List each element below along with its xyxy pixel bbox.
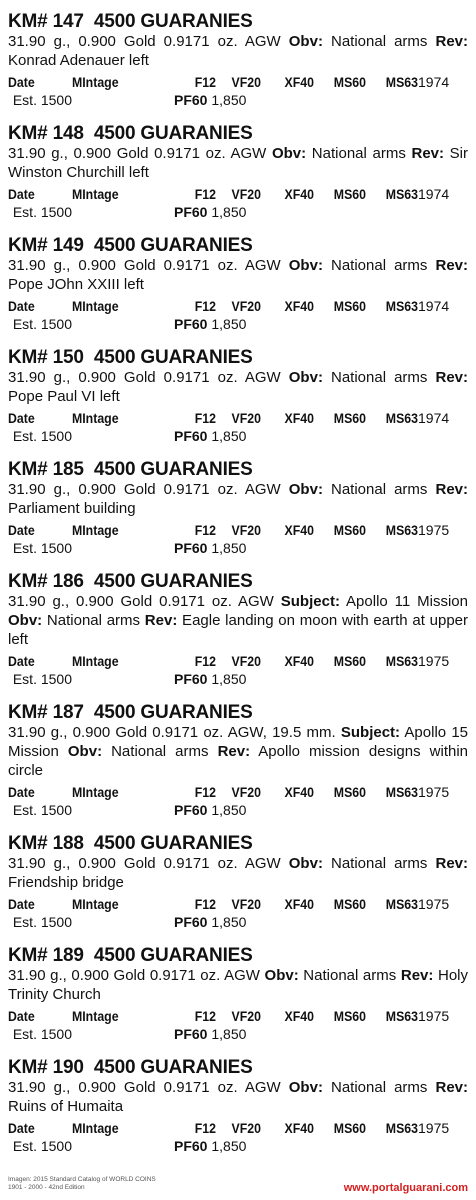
price-table xyxy=(8,652,468,688)
description-text: National arms xyxy=(298,967,401,984)
proof-price-value: 1,850 xyxy=(211,316,247,332)
price-table xyxy=(8,1007,468,1043)
column-header: XF40 xyxy=(284,653,314,669)
column-header: Date xyxy=(8,896,35,912)
column-header: XF40 xyxy=(284,298,314,314)
description-text: Apollo 15 Mission xyxy=(8,724,469,760)
column-header: VF20 xyxy=(231,896,261,912)
description-field-label: Rev: xyxy=(435,855,469,872)
entry-title: KM# 185 4500 GUARANIES xyxy=(8,459,253,480)
description-field-label: Obv: xyxy=(264,967,299,984)
description-text: 31.90 g., 0.900 Gold 0.9171 oz. AGW xyxy=(8,257,289,274)
proof-grade-label: PF60 xyxy=(174,316,208,332)
column-header: XF40 xyxy=(284,186,314,202)
proof-grade-label: PF60 xyxy=(174,92,208,108)
column-header: F12 xyxy=(194,1008,216,1024)
price-table xyxy=(8,521,468,557)
proof-grade-label: PF60 xyxy=(174,540,208,556)
column-header: MS63 xyxy=(385,298,418,314)
proof-price-cell xyxy=(166,427,314,445)
entry-description xyxy=(8,1078,468,1116)
description-field-label: Rev: xyxy=(217,743,251,760)
column-header: MS63 xyxy=(385,410,418,426)
entry-title: KM# 150 4500 GUARANIES xyxy=(8,347,253,368)
proof-price-cell xyxy=(166,203,314,221)
description-text: 31.90 g., 0.900 Gold 0.9171 oz. AGW xyxy=(8,145,272,162)
column-header: Date xyxy=(8,298,35,314)
catalog-entry xyxy=(8,236,468,333)
column-header: Date xyxy=(8,186,35,202)
column-header: F12 xyxy=(194,298,216,314)
column-header: MIntage xyxy=(72,186,119,202)
column-header: MIntage xyxy=(72,298,119,314)
date-cell: 1975 xyxy=(418,784,450,800)
description-field-label: Obv: xyxy=(271,145,307,162)
date-cell: 1975 xyxy=(418,1008,450,1024)
entry-title: KM# 189 4500 GUARANIES xyxy=(8,945,253,966)
column-header: VF20 xyxy=(231,298,261,314)
column-header: VF20 xyxy=(231,410,261,426)
entry-title: KM# 188 4500 GUARANIES xyxy=(8,833,253,854)
price-table xyxy=(8,297,468,333)
proof-price-cell xyxy=(166,801,314,819)
column-header: Date xyxy=(8,522,35,538)
column-header: Date xyxy=(8,1008,35,1024)
description-field-label: Rev: xyxy=(435,481,469,498)
description-field-label: Obv: xyxy=(288,481,323,498)
description-text: 31.90 g., 0.900 Gold 0.9171 oz. AGW xyxy=(8,855,289,872)
description-field-label: Rev: xyxy=(435,33,469,50)
entry-description xyxy=(8,256,468,294)
proof-grade-label: PF60 xyxy=(174,1026,208,1042)
catalog-entry xyxy=(8,124,468,221)
column-header: Date xyxy=(8,784,35,800)
price-table xyxy=(8,73,468,109)
source-credit-line: 1901 - 2000 - 42nd Edition xyxy=(8,1184,85,1191)
entry-description xyxy=(8,480,468,518)
column-header: XF40 xyxy=(284,896,314,912)
proof-price-cell xyxy=(166,539,314,557)
price-table xyxy=(8,409,468,445)
description-field-label: Rev: xyxy=(144,612,178,629)
site-link[interactable]: www.portalguarani.com xyxy=(343,1182,468,1194)
column-header: XF40 xyxy=(284,522,314,538)
mintage-cell: Est. 1500 xyxy=(12,204,72,220)
column-header: MS60 xyxy=(333,522,366,538)
column-header: MIntage xyxy=(72,74,119,90)
column-header: MS60 xyxy=(333,1120,366,1136)
catalog-entry xyxy=(8,572,468,688)
date-cell: 1975 xyxy=(418,653,450,669)
column-header: Date xyxy=(8,1120,35,1136)
description-text: Apollo 11 Mission xyxy=(339,593,468,610)
description-text: Parliament building xyxy=(8,500,136,517)
column-header: VF20 xyxy=(231,1008,261,1024)
source-credit xyxy=(8,1176,156,1192)
entry-description xyxy=(8,854,468,892)
description-text: 31.90 g., 0.900 Gold 0.9171 oz. AGW xyxy=(8,967,265,984)
description-text: Pope JOhn XXIII left xyxy=(8,276,144,293)
mintage-cell: Est. 1500 xyxy=(12,1138,72,1154)
column-header: MS63 xyxy=(385,784,418,800)
proof-price-value: 1,850 xyxy=(211,204,247,220)
description-text: Pope Paul VI left xyxy=(8,388,120,405)
description-text: National arms xyxy=(322,855,436,872)
proof-price-cell xyxy=(166,1025,314,1043)
proof-price-value: 1,850 xyxy=(211,92,247,108)
description-field-label: Obv: xyxy=(288,1079,323,1096)
column-header: MIntage xyxy=(72,896,119,912)
description-field-label: Obv: xyxy=(67,743,103,760)
column-header: F12 xyxy=(194,410,216,426)
description-text: National arms xyxy=(322,481,436,498)
column-header: MS63 xyxy=(385,1008,418,1024)
catalog-entry-list xyxy=(8,12,468,1170)
mintage-cell: Est. 1500 xyxy=(12,914,72,930)
column-header: VF20 xyxy=(231,1120,261,1136)
column-header: MS60 xyxy=(333,186,366,202)
column-header: MS60 xyxy=(333,410,366,426)
date-cell: 1975 xyxy=(418,896,450,912)
description-text: 31.90 g., 0.900 Gold 0.9171 oz. AGW xyxy=(8,369,289,386)
description-text: National arms xyxy=(322,33,436,50)
date-cell: 1974 xyxy=(418,410,450,426)
column-header: MS60 xyxy=(333,784,366,800)
description-text: Konrad Adenauer left xyxy=(8,52,149,69)
column-header: MS60 xyxy=(333,74,366,90)
description-field-label: Subject: xyxy=(340,724,401,741)
column-header: VF20 xyxy=(231,784,261,800)
column-header: MS63 xyxy=(385,896,418,912)
column-header: F12 xyxy=(194,784,216,800)
description-field-label: Rev: xyxy=(435,257,469,274)
proof-price-cell xyxy=(166,1137,314,1155)
entry-title: KM# 187 4500 GUARANIES xyxy=(8,702,253,723)
source-credit-line: Imagen: 2015 Standard Catalog of WORLD COINS xyxy=(8,1176,156,1183)
column-header: F12 xyxy=(194,74,216,90)
description-text: Sir Winston Churchill left xyxy=(8,145,469,181)
proof-price-cell xyxy=(166,670,314,688)
proof-grade-label: PF60 xyxy=(174,802,208,818)
column-header: MIntage xyxy=(72,410,119,426)
column-header: MS60 xyxy=(333,1008,366,1024)
proof-price-value: 1,850 xyxy=(211,914,247,930)
column-header: F12 xyxy=(194,653,216,669)
proof-price-cell xyxy=(166,91,314,109)
description-text: 31.90 g., 0.900 Gold 0.9171 oz. AGW, 19.5 mm. xyxy=(8,724,341,741)
entry-title: KM# 190 4500 GUARANIES xyxy=(8,1057,253,1078)
description-text: 31.90 g., 0.900 Gold 0.9171 oz. AGW xyxy=(8,481,289,498)
column-header: MIntage xyxy=(72,522,119,538)
description-text: Ruins of Humaita xyxy=(8,1098,124,1115)
description-text: Eagle landing on moon with earth at upper left xyxy=(8,612,468,648)
date-cell: 1975 xyxy=(418,1120,450,1136)
description-text: National arms xyxy=(42,612,145,629)
entry-description xyxy=(8,592,468,649)
column-header: MIntage xyxy=(72,653,119,669)
description-field-label: Obv: xyxy=(288,369,323,386)
catalog-entry xyxy=(8,946,468,1043)
entry-title: KM# 186 4500 GUARANIES xyxy=(8,571,253,592)
entry-title: KM# 148 4500 GUARANIES xyxy=(8,123,253,144)
column-header: F12 xyxy=(194,522,216,538)
description-text: 31.90 g., 0.900 Gold 0.9171 oz. AGW xyxy=(8,33,289,50)
column-header: MS63 xyxy=(385,1120,418,1136)
column-header: F12 xyxy=(194,186,216,202)
column-header: Date xyxy=(8,74,35,90)
entry-description xyxy=(8,966,468,1004)
description-field-label: Obv: xyxy=(288,855,323,872)
catalog-entry xyxy=(8,834,468,931)
proof-grade-label: PF60 xyxy=(174,428,208,444)
description-field-label: Rev: xyxy=(400,967,434,984)
price-table xyxy=(8,895,468,931)
catalog-entry xyxy=(8,460,468,557)
column-header: MIntage xyxy=(72,1120,119,1136)
proof-price-value: 1,850 xyxy=(211,428,247,444)
proof-price-value: 1,850 xyxy=(211,540,247,556)
mintage-cell: Est. 1500 xyxy=(12,316,72,332)
description-text: National arms xyxy=(322,257,436,274)
column-header: VF20 xyxy=(231,74,261,90)
column-header: MS63 xyxy=(385,522,418,538)
proof-price-value: 1,850 xyxy=(211,671,247,687)
date-cell: 1974 xyxy=(418,74,450,90)
mintage-cell: Est. 1500 xyxy=(12,802,72,818)
description-text: National arms xyxy=(102,743,218,760)
description-field-label: Rev: xyxy=(411,145,445,162)
proof-price-value: 1,850 xyxy=(211,802,247,818)
proof-grade-label: PF60 xyxy=(174,671,208,687)
price-table xyxy=(8,185,468,221)
column-header: MS60 xyxy=(333,298,366,314)
entry-description xyxy=(8,723,468,780)
column-header: VF20 xyxy=(231,522,261,538)
column-header: MS63 xyxy=(385,74,418,90)
column-header: Date xyxy=(8,653,35,669)
proof-price-cell xyxy=(166,913,314,931)
mintage-cell: Est. 1500 xyxy=(12,428,72,444)
catalog-entry xyxy=(8,12,468,109)
description-text: National arms xyxy=(306,145,412,162)
proof-grade-label: PF60 xyxy=(174,1138,208,1154)
entry-title: KM# 147 4500 GUARANIES xyxy=(8,11,253,32)
description-field-label: Rev: xyxy=(435,1079,469,1096)
description-text: National arms xyxy=(322,369,436,386)
column-header: XF40 xyxy=(284,1008,314,1024)
entry-description xyxy=(8,32,468,70)
catalog-entry xyxy=(8,703,468,819)
proof-grade-label: PF60 xyxy=(174,204,208,220)
column-header: MIntage xyxy=(72,784,119,800)
column-header: MS60 xyxy=(333,653,366,669)
description-field-label: Rev: xyxy=(435,369,469,386)
proof-price-value: 1,850 xyxy=(211,1026,247,1042)
column-header: Date xyxy=(8,410,35,426)
description-field-label: Obv: xyxy=(288,33,323,50)
column-header: XF40 xyxy=(284,410,314,426)
description-field-label: Subject: xyxy=(280,593,340,610)
column-header: XF40 xyxy=(284,74,314,90)
description-text: 31.90 g., 0.900 Gold 0.9171 oz. AGW xyxy=(8,1079,289,1096)
proof-price-cell xyxy=(166,315,314,333)
proof-grade-label: PF60 xyxy=(174,914,208,930)
entry-description xyxy=(8,144,468,182)
catalog-entry xyxy=(8,348,468,445)
date-cell: 1974 xyxy=(418,186,450,202)
mintage-cell: Est. 1500 xyxy=(12,1026,72,1042)
date-cell: 1975 xyxy=(418,522,450,538)
entry-title: KM# 149 4500 GUARANIES xyxy=(8,235,253,256)
description-text: Friendship bridge xyxy=(8,874,124,891)
mintage-cell: Est. 1500 xyxy=(12,671,72,687)
entry-description xyxy=(8,368,468,406)
mintage-cell: Est. 1500 xyxy=(12,92,72,108)
column-header: XF40 xyxy=(284,1120,314,1136)
column-header: F12 xyxy=(194,1120,216,1136)
proof-price-value: 1,850 xyxy=(211,1138,247,1154)
column-header: VF20 xyxy=(231,653,261,669)
price-table xyxy=(8,1119,468,1155)
column-header: MS60 xyxy=(333,896,366,912)
column-header: VF20 xyxy=(231,186,261,202)
price-table xyxy=(8,783,468,819)
column-header: MS63 xyxy=(385,653,418,669)
description-text: Apollo mission designs within circle xyxy=(8,743,469,779)
column-header: F12 xyxy=(194,896,216,912)
mintage-cell: Est. 1500 xyxy=(12,540,72,556)
description-field-label: Obv: xyxy=(8,612,43,629)
date-cell: 1974 xyxy=(418,298,450,314)
description-text: 31.90 g., 0.900 Gold 0.9171 oz. AGW xyxy=(8,593,281,610)
description-field-label: Obv: xyxy=(288,257,323,274)
description-text: National arms xyxy=(322,1079,436,1096)
column-header: MIntage xyxy=(72,1008,119,1024)
column-header: MS63 xyxy=(385,186,418,202)
catalog-entry xyxy=(8,1058,468,1155)
column-header: XF40 xyxy=(284,784,314,800)
description-text: Holy Trinity Church xyxy=(8,967,468,1003)
